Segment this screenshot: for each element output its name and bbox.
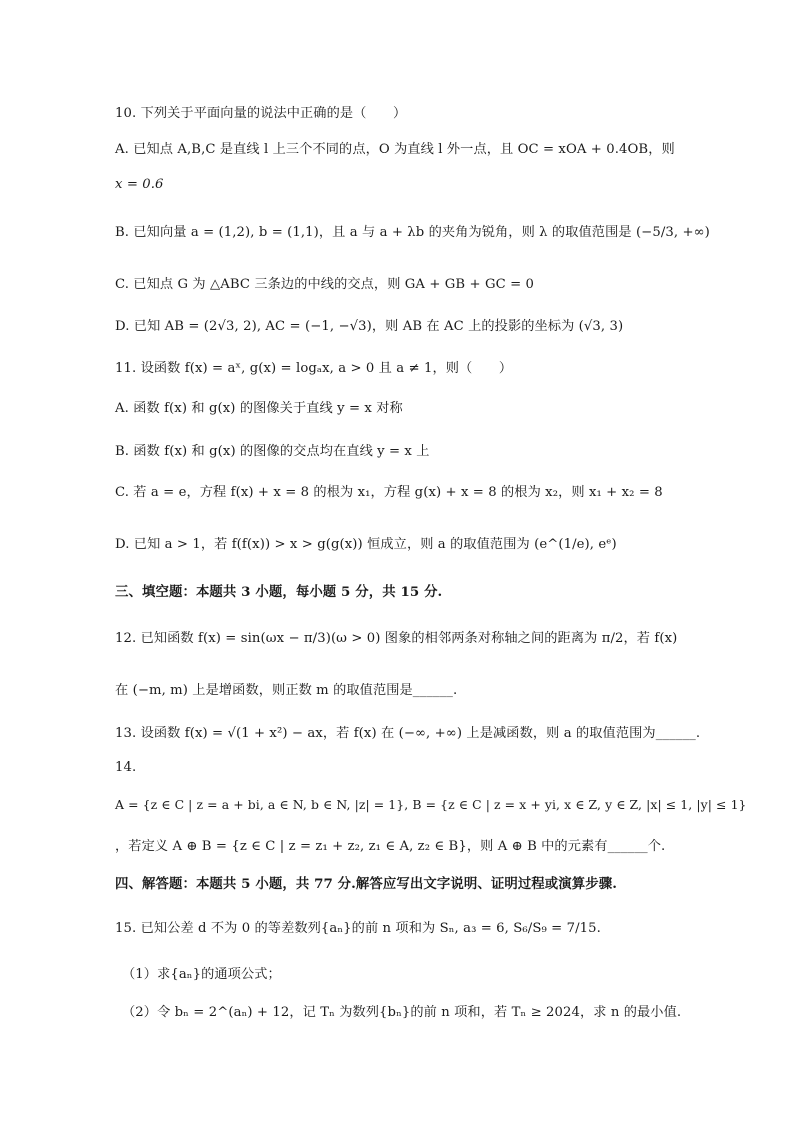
q15-stem: 15. 已知公差 d 不为 0 的等差数列{aₙ}的前 n 项和为 Sₙ, a₃ = 6, S₆/S₉ = 7/15. bbox=[115, 920, 601, 936]
q11-option-a: A. 函数 f(x) 和 g(x) 的图像关于直线 y = x 对称 bbox=[115, 400, 403, 416]
q14-sets: A = {z ∈ C | z = a + bi, a ∈ N, b ∈ N, |z| = 1}, B = {z ∈ C | z = x + yi, x ∈ Z, y ∈ Z, |x| ≤ 1, |y| ≤ 1} bbox=[115, 796, 747, 812]
q12-line-2: 在 (−m, m) 上是增函数，则正数 m 的取值范围是______. bbox=[115, 682, 458, 698]
q10-option-b: B. 已知向量 a = (1,2), b = (1,1)，且 a 与 a + λb 的夹角为锐角，则 λ 的取值范围是 (−5/3, +∞) bbox=[115, 224, 710, 240]
q10-option-a: A. 已知点 A,B,C 是直线 l 上三个不同的点，O 为直线 l 外一点，且 OC = xOA + 0.4OB，则 bbox=[115, 141, 675, 157]
q15-part-1: （1）求{aₙ}的通项公式； bbox=[122, 966, 281, 982]
section-3-heading: 三、填空题：本题共 3 小题，每小题 5 分，共 15 分. bbox=[115, 583, 443, 600]
q11-stem: 11. 设函数 f(x) = aˣ, g(x) = logₐx, a > 0 且 a ≠ 1，则（ ） bbox=[115, 360, 513, 376]
q13: 13. 设函数 f(x) = √(1 + x²) − ax，若 f(x) 在 (−∞, +∞) 上是减函数，则 a 的取值范围为______. bbox=[115, 725, 701, 741]
q12-line-1: 12. 已知函数 f(x) = sin(ωx − π/3)(ω > 0) 图象的相邻两条对称轴之间的距离为 π/2，若 f(x) bbox=[115, 630, 678, 646]
q10-option-c: C. 已知点 G 为 △ABC 三条边的中线的交点，则 GA + GB + GC = 0 bbox=[115, 276, 534, 292]
q15-part-2: （2）令 bₙ = 2^(aₙ) + 12，记 Tₙ 为数列{bₙ}的前 n 项和，若 Tₙ ≥ 2024，求 n 的最小值. bbox=[122, 1004, 682, 1020]
q11-option-c: C. 若 a = e，方程 f(x) + x = 8 的根为 x₁，方程 g(x) + x = 8 的根为 x₂，则 x₁ + x₂ = 8 bbox=[115, 484, 663, 500]
q14-number: 14. bbox=[115, 759, 137, 775]
q10-stem: 10. 下列关于平面向量的说法中正确的是（ ） bbox=[115, 105, 407, 121]
q14-definition: ，若定义 A ⊕ B = {z ∈ C | z = z₁ + z₂, z₁ ∈ A, z₂ ∈ B}，则 A ⊕ B 中的元素有______个. bbox=[115, 838, 666, 854]
q11-option-b: B. 函数 f(x) 和 g(x) 的图像的交点均在直线 y = x 上 bbox=[115, 443, 430, 459]
q10-option-d: D. 已知 AB = (2√3, 2), AC = (−1, −√3)，则 AB 在 AC 上的投影的坐标为 (√3, 3) bbox=[115, 318, 624, 334]
section-4-heading: 四、解答题：本题共 5 小题，共 77 分.解答应写出文字说明、证明过程或演算步骤. bbox=[115, 875, 618, 892]
q10-option-a-cont: x = 0.6 bbox=[115, 176, 164, 192]
q11-option-d: D. 已知 a > 1，若 f(f(x)) > x > g(g(x)) 恒成立，则 a 的取值范围为 (e^(1/e), eᵉ) bbox=[115, 536, 617, 552]
